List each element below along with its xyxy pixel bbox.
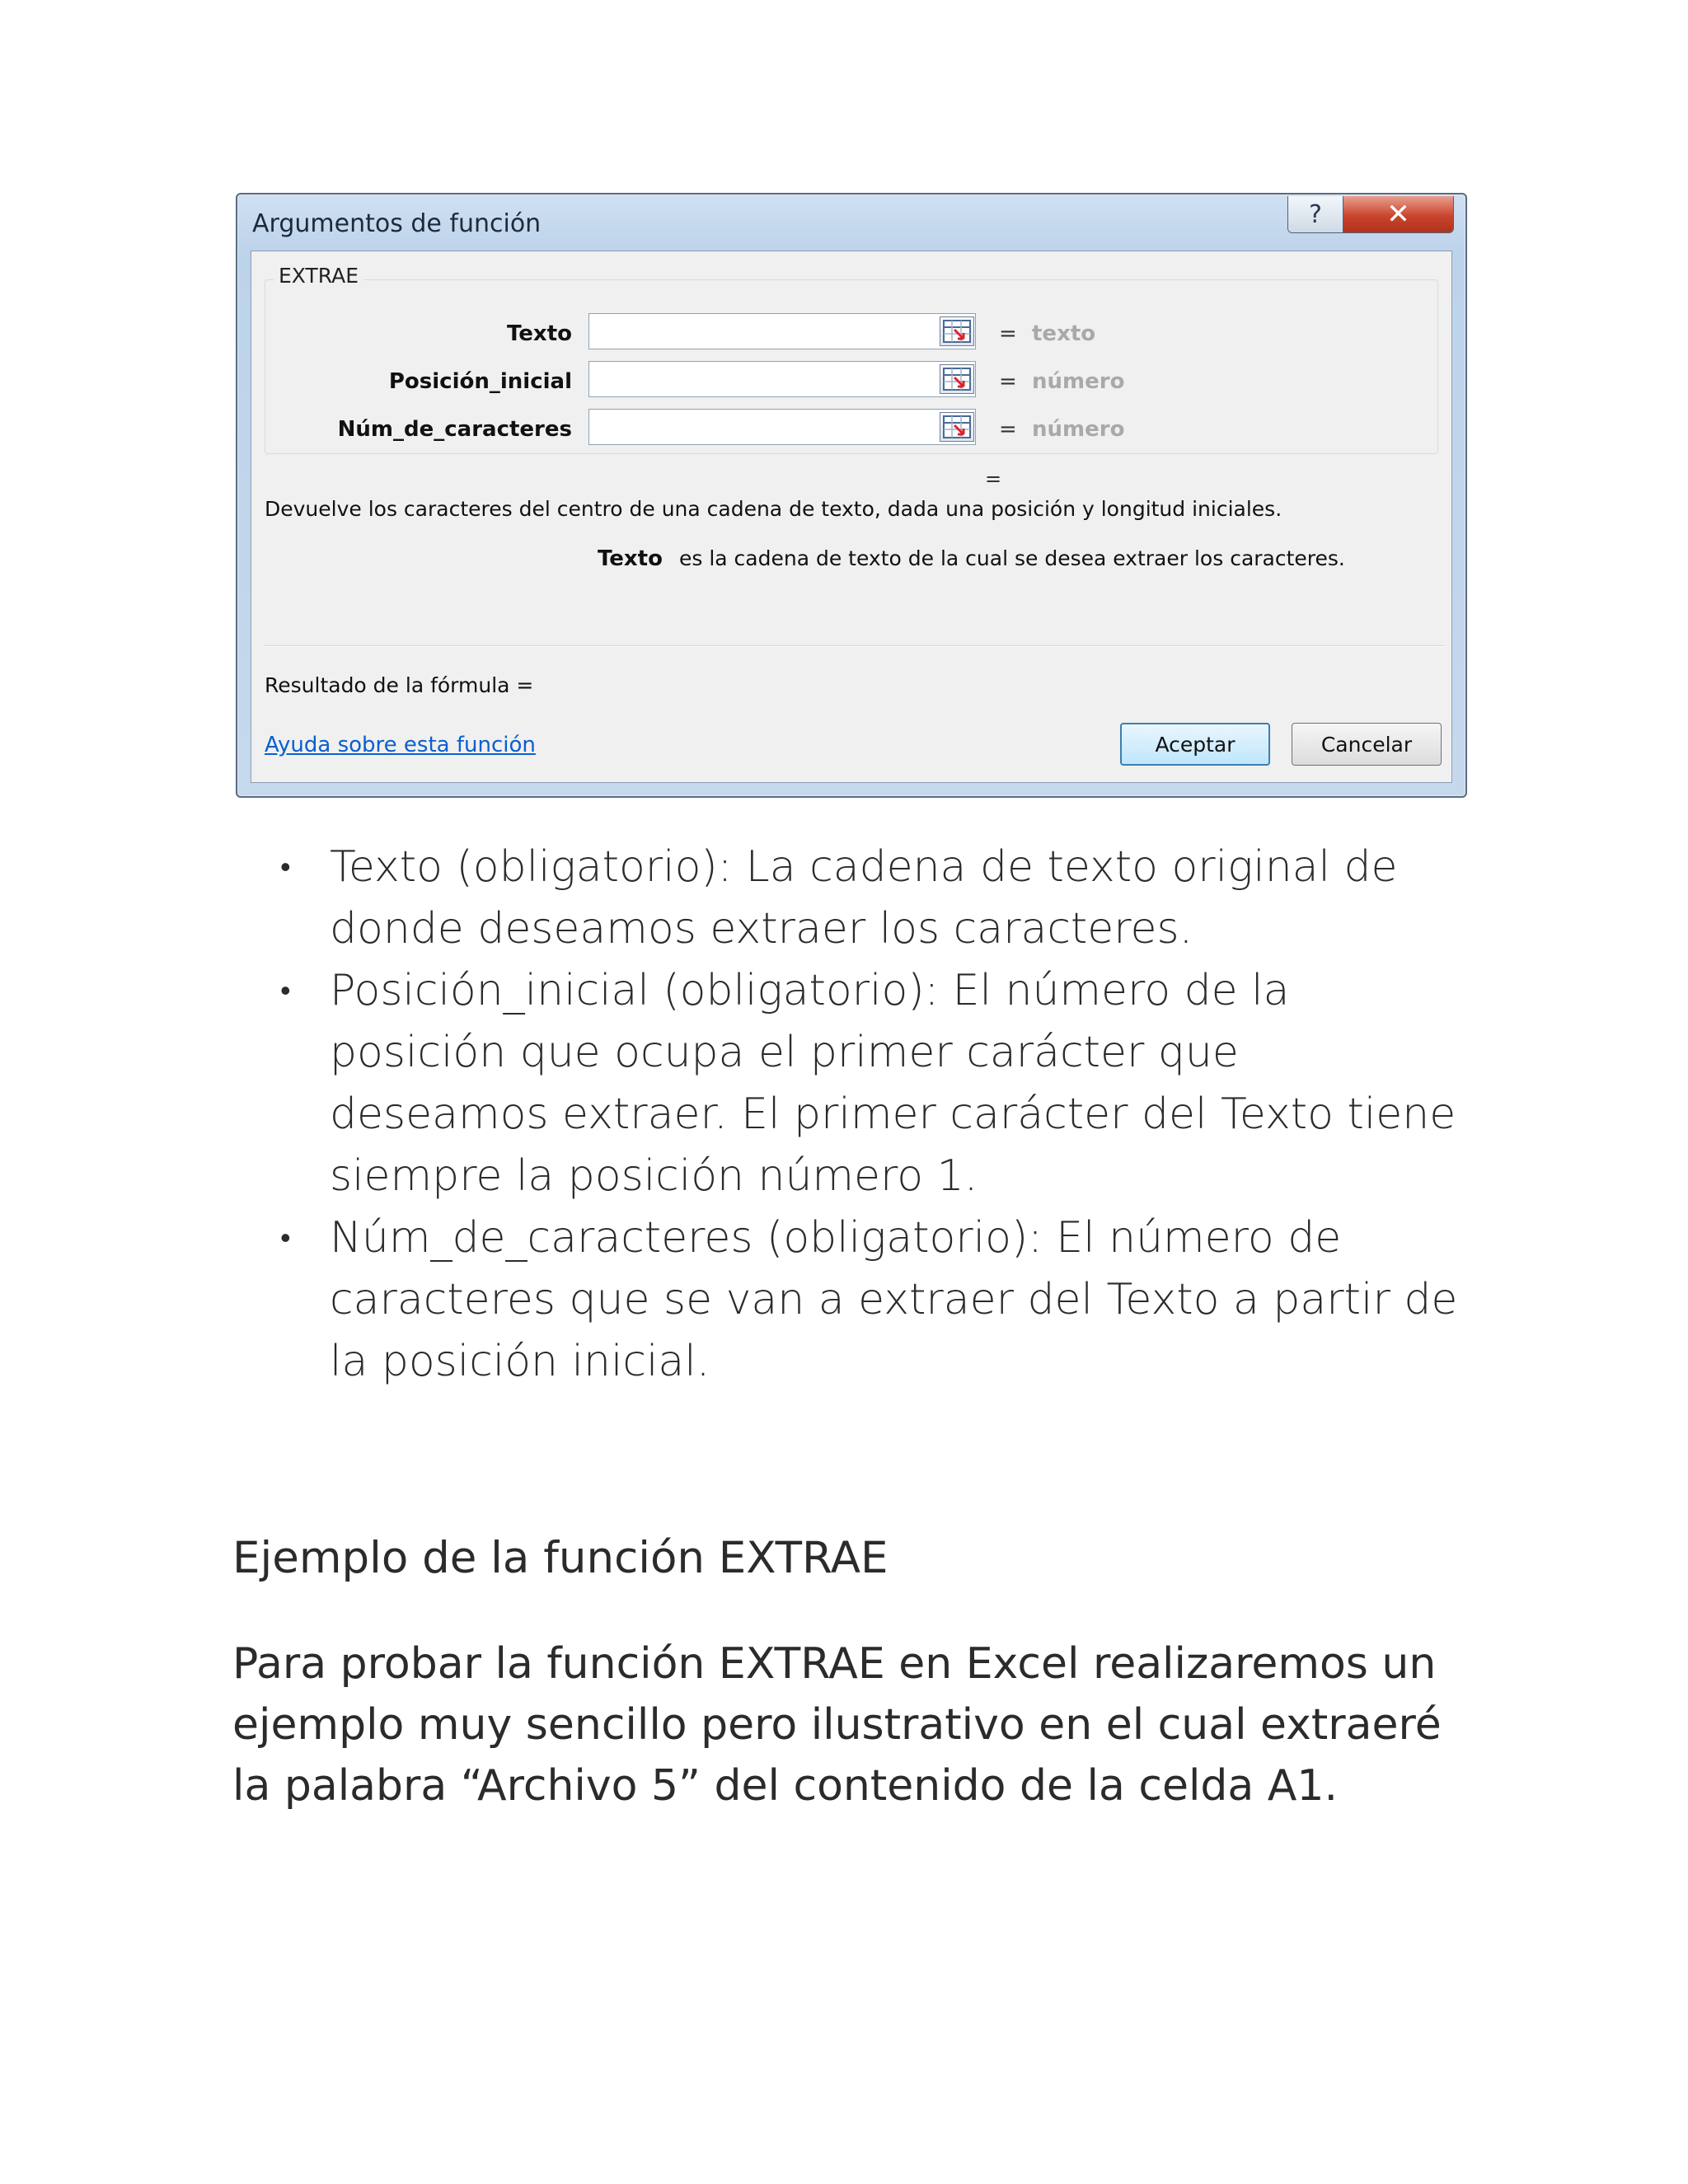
- argument-label: Núm_de_caracteres: [337, 417, 572, 442]
- argument-label: Posición_inicial: [388, 369, 572, 394]
- collapse-dialog-button[interactable]: [940, 412, 974, 442]
- function-help-link[interactable]: Ayuda sobre esta función: [265, 733, 536, 757]
- question-icon: ?: [1309, 199, 1322, 229]
- equals-sign: =: [999, 321, 1017, 346]
- argument-row-num-de-caracteres: [265, 407, 1437, 448]
- argument-hint: texto: [1032, 321, 1096, 346]
- argument-row-posicion-inicial: [265, 359, 1437, 401]
- dialog-body: [251, 251, 1452, 783]
- argument-list: [280, 837, 1467, 1393]
- argument-hint: número: [1032, 417, 1125, 442]
- posicion-inicial-input[interactable]: [588, 361, 976, 397]
- argument-description: [598, 546, 1345, 571]
- function-description: Devuelve los caracteres del centro de una cadena de texto, dada una posición y longitud iniciales.: [265, 497, 1282, 521]
- texto-input[interactable]: [588, 313, 976, 349]
- section-heading: Ejemplo de la función EXTRAE: [232, 1533, 889, 1583]
- body-paragraph: Para probar la función EXTRAE en Excel realizaremos un ejemplo muy sencillo pero ilustrativo en el cual extraeré la palabra “Archivo 5” del contenido de la celda A1.: [232, 1639, 1442, 1811]
- divider: [265, 645, 1445, 647]
- list-item: • Posición_inicial (obligatorio): El número de la posición que ocupa el primer carácter que deseamos extraer. El primer carácter del Texto tiene siempre la posición número 1.: [280, 960, 1467, 1207]
- cell-reference-icon: [940, 317, 973, 345]
- ok-button[interactable]: Aceptar: [1120, 723, 1270, 766]
- cancel-button[interactable]: Cancelar: [1292, 723, 1442, 766]
- list-item: • Texto (obligatorio): La cadena de texto original de donde deseamos extraer los caracteres.: [280, 837, 1467, 960]
- function-arguments-dialog: [236, 193, 1467, 798]
- equals-sign: =: [999, 417, 1017, 442]
- cell-reference-icon: [940, 413, 973, 441]
- equals-sign: =: [999, 369, 1017, 394]
- window-controls: [1287, 196, 1454, 233]
- dialog-title: Argumentos de función: [252, 209, 542, 238]
- argument-row-texto: [265, 312, 1437, 353]
- help-button[interactable]: [1288, 196, 1343, 232]
- collapse-dialog-button[interactable]: [940, 364, 974, 394]
- formula-result-label: Resultado de la fórmula =: [265, 673, 534, 697]
- list-item: • Núm_de_caracteres (obligatorio): El número de caracteres que se van a extraer del Texto a partir de la posición inicial.: [280, 1207, 1467, 1393]
- num-de-caracteres-input[interactable]: [588, 409, 976, 445]
- dialog-titlebar[interactable]: [237, 194, 1465, 249]
- collapse-dialog-button[interactable]: [940, 316, 974, 346]
- close-icon: ✕: [1386, 198, 1410, 231]
- argument-label: Texto: [507, 321, 572, 346]
- function-result-equals: =: [985, 467, 1002, 490]
- close-button[interactable]: [1343, 196, 1453, 232]
- arguments-group: [265, 264, 1438, 454]
- argument-hint: número: [1032, 369, 1125, 394]
- argument-description-text: es la cadena de texto de la cual se desea extraer los caracteres.: [678, 546, 1345, 570]
- cell-reference-icon: [940, 365, 973, 393]
- argument-description-name: Texto: [598, 546, 663, 571]
- function-name: EXTRAE: [274, 264, 363, 288]
